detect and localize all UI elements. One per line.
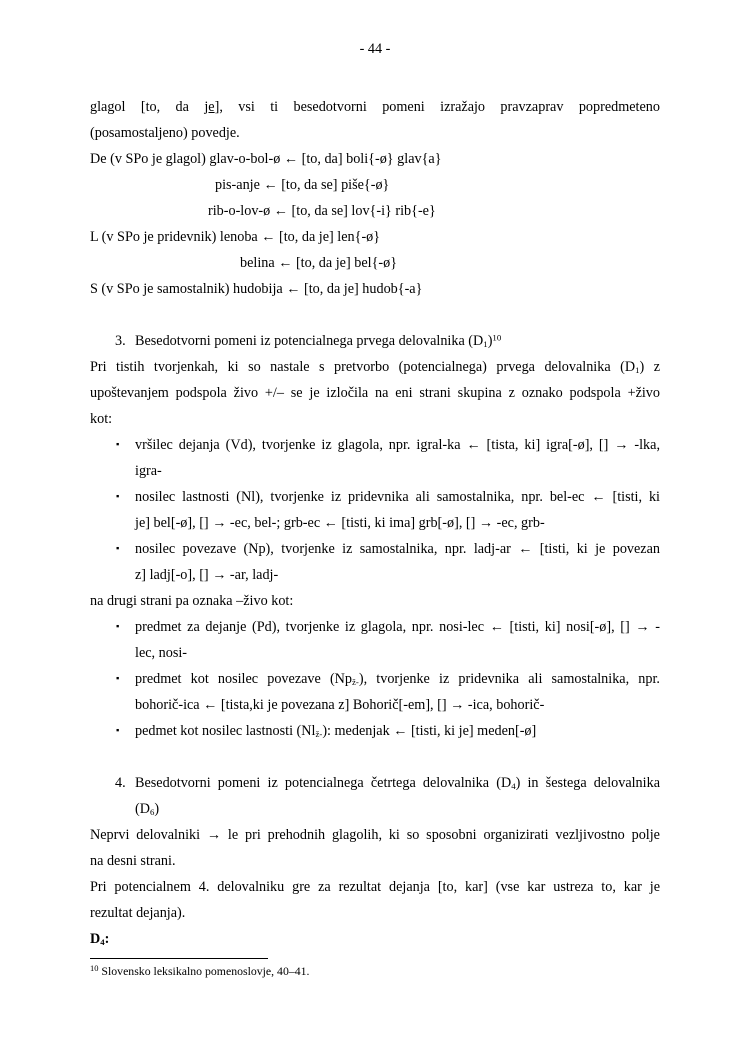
text-seg: predmet kot nosilec povezave (Np bbox=[135, 671, 353, 687]
bullet-item bbox=[90, 718, 660, 744]
subscript: 4 bbox=[511, 780, 516, 791]
text-line bbox=[135, 796, 660, 822]
text-line: vršilec dejanja (Vd), tvorjenke iz glagola, npr. igral-ka ← [tista, ki] igra[-ø], [] → -lka, bbox=[135, 437, 660, 453]
text-line bbox=[90, 94, 660, 120]
text-seg: (D bbox=[135, 801, 150, 817]
text-line bbox=[135, 770, 660, 796]
text-line: z] ladj[-o], [] → -ar, ladj- bbox=[135, 567, 279, 583]
section-number: 4. bbox=[115, 775, 126, 791]
bullet-item bbox=[90, 666, 660, 718]
text-line: Neprvi delovalniki → le pri prehodnih glagolih, ki so sposobni organizirati vezljivostno polje bbox=[90, 827, 660, 843]
text-line: lec, nosi- bbox=[135, 645, 188, 661]
subscript: 1 bbox=[635, 364, 640, 375]
bullet-item bbox=[90, 536, 660, 588]
bullet-item bbox=[90, 484, 660, 536]
footnote-separator bbox=[90, 958, 268, 959]
text-line: predmet za dejanje (Pd), tvorjenke iz glagola, npr. nosi-lec ← [tisti, ki] nosi[-ø], [] → - bbox=[135, 619, 660, 635]
bullet-marker-icon: ▪ bbox=[116, 544, 120, 554]
text-seg: Besedotvorni pomeni iz potencialnega prvega delovalnika (D bbox=[135, 333, 484, 349]
text-seg: Pri tistih tvorjenkah, ki so nastale s pretvorbo (potencialnega) prvega delovalnika (D bbox=[90, 359, 636, 375]
d4-label bbox=[90, 926, 660, 952]
text-seg: : bbox=[104, 931, 110, 947]
derivation-line: pis-anje ← [to, da se] piše{-ø} bbox=[215, 177, 390, 193]
derivation-line: S (v SPo je samostalnik) hudobija ← [to, da je] hudob{-a} bbox=[90, 281, 423, 297]
text-seg: glagol [to, da bbox=[90, 99, 205, 115]
section-number: 3. bbox=[115, 333, 126, 349]
text-seg: ) z bbox=[639, 359, 660, 375]
text-line: je] bel[-ø], [] → -ec, bel-; grb-ec ← [tisti, ki ima] grb[-ø], [] → -ec, grb- bbox=[135, 515, 545, 531]
text-line: rezultat dejanja). bbox=[90, 905, 186, 921]
bullet-marker-icon: ▪ bbox=[116, 492, 120, 502]
page-number: - 44 - bbox=[359, 41, 391, 57]
text-seg: ): medenjak ← [tisti, ki je] meden[-ø] bbox=[322, 723, 537, 739]
derivation-line: rib-o-lov-ø ← [to, da se] lov{-i} rib{-e} bbox=[208, 203, 436, 219]
minus-zivo-intro: na drugi strani pa oznaka –živo kot: bbox=[90, 593, 294, 609]
section-3-paragraph bbox=[90, 354, 660, 432]
text-seg: D bbox=[90, 931, 101, 947]
bullet-marker-icon: ▪ bbox=[116, 622, 120, 632]
subscript: 6 bbox=[149, 806, 155, 817]
text-seg: ) in šestega delovalnika bbox=[515, 775, 660, 791]
footnote bbox=[90, 963, 660, 980]
subscript: 4 bbox=[100, 936, 105, 947]
intro-paragraph bbox=[90, 94, 660, 146]
subscript: ž- bbox=[315, 728, 323, 739]
text-line bbox=[135, 666, 660, 692]
bullet-marker-icon: ▪ bbox=[116, 726, 120, 736]
text-line bbox=[90, 354, 660, 380]
bullet-item bbox=[90, 614, 660, 666]
text-line: bohorič-ica ← [tista,ki je povezana z] Bohorič[-em], [] → -ica, bohorič- bbox=[135, 697, 545, 713]
text-line: Pri potencialnem 4. delovalniku gre za rezultat dejanja [to, kar] (vse kar ustreza to, kar je bbox=[90, 879, 660, 895]
derivation-line: L (v SPo je pridevnik) lenoba ← [to, da je] len{-ø} bbox=[90, 229, 381, 245]
pri-paragraph bbox=[90, 874, 660, 926]
derivation-block bbox=[90, 146, 660, 302]
section-heading-4 bbox=[90, 770, 660, 822]
text-seg: ), tvorjenke iz pridevnika ali samostalnika, npr. bbox=[358, 671, 660, 687]
footnote-text: Slovensko leksikalno pomenoslovje, 40–41. bbox=[98, 964, 310, 978]
derivation-line: belina ← [to, da je] bel{-ø} bbox=[240, 255, 398, 271]
subscript: ž- bbox=[352, 676, 359, 687]
section-heading-3 bbox=[90, 328, 660, 354]
text-line: upoštevanjem podspola živo +/– se je izločila na eni strani skupina z oznako podspola +živo bbox=[90, 385, 660, 401]
bullet-marker-icon: ▪ bbox=[116, 674, 120, 684]
text-line: nosilec povezave (Np), tvorjenke iz samostalnika, npr. ladj-ar ← [tisti, ki je povezan bbox=[135, 541, 660, 557]
text-line: na desni strani. bbox=[90, 853, 176, 869]
bullet-item bbox=[90, 432, 660, 484]
text-line: kot: bbox=[90, 411, 113, 427]
text-seg: ], vsi ti besedotvorni pomeni izražajo pravzaprav popredmeteno bbox=[214, 99, 660, 115]
text-seg: pedmet kot nosilec lastnosti (Nl bbox=[135, 723, 316, 739]
text-line: nosilec lastnosti (Nl), tvorjenke iz pridevnika ali samostalnika, npr. bel-ec ← [tisti, ki bbox=[135, 489, 660, 505]
text-seg: ) bbox=[487, 333, 493, 349]
text-seg: ) bbox=[154, 801, 160, 817]
neprvi-paragraph bbox=[90, 822, 660, 874]
page-content bbox=[90, 94, 660, 980]
text-line bbox=[135, 718, 660, 744]
section-title bbox=[135, 333, 501, 349]
text-line: (posamostaljeno) povedje. bbox=[90, 125, 240, 141]
subscript: 1 bbox=[483, 338, 488, 349]
text-seg: Besedotvorni pomeni iz potencialnega četrtega delovalnika (D bbox=[135, 775, 512, 791]
derivation-line: De (v SPo je glagol) glav-o-bol-ø ← [to, da] boli{-ø} glav{a} bbox=[90, 151, 442, 167]
footnote-reference: 10 bbox=[492, 332, 502, 343]
bullet-marker-icon: ▪ bbox=[116, 440, 120, 450]
text-line: igra- bbox=[135, 463, 162, 479]
underlined-word: je bbox=[204, 99, 215, 115]
footnote-marker: 10 bbox=[90, 963, 99, 974]
